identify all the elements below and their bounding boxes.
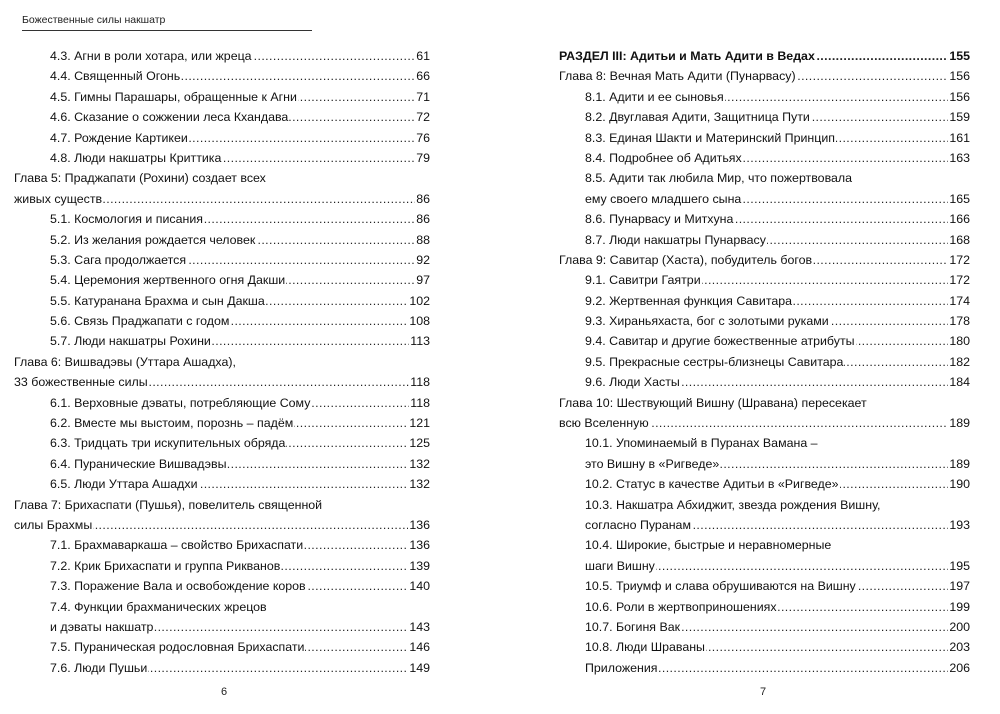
toc-entry-title: 10.7. Богиня Вак (585, 619, 681, 634)
toc-entry-page: 86 (415, 189, 430, 209)
toc-entry-title: 8.4. Подробнее об Адитьях (585, 150, 742, 165)
toc-entry-page: 66 (415, 66, 430, 86)
toc-entry-title: это Вишну в «Ригведе» (585, 456, 720, 471)
toc-entry (559, 617, 970, 637)
toc-entry (559, 250, 970, 270)
toc-entry (559, 331, 970, 351)
toc-entry (14, 433, 430, 453)
toc-entry-page: 200 (948, 617, 970, 637)
toc-entry-title: 5.5. Катуранана Брахма и сын Дакша (50, 293, 265, 308)
toc-entry-page: 143 (408, 617, 430, 637)
toc-entry (14, 128, 430, 148)
toc-entry-title: 7.6. Люди Пушьи (50, 660, 148, 675)
toc-entry-title: Глава 6: Вишвадэвы (Уттара Ашадха), (14, 354, 236, 369)
toc-entry (14, 250, 430, 270)
toc-entry-title: 5.1. Космология и писания (50, 212, 203, 227)
toc-entry-page: 182 (948, 352, 970, 372)
toc-entry-title: 9.2. Жертвенная функция Савитара (585, 293, 793, 308)
toc-entry-page: 189 (948, 454, 970, 474)
toc-entry-page: 197 (948, 576, 970, 596)
toc-entry-title: 9.1. Савитри Гаятри (585, 273, 701, 288)
toc-entry-page: 174 (948, 291, 970, 311)
toc-entry (14, 209, 430, 229)
toc-entry (14, 291, 430, 311)
toc-entry (559, 291, 970, 311)
toc-entry (14, 230, 430, 250)
toc-entry-page: 195 (948, 556, 970, 576)
toc-entry-page: 172 (948, 270, 970, 290)
toc-entry-page: 156 (948, 66, 970, 86)
toc-entry (14, 658, 430, 678)
toc-entry (559, 535, 970, 555)
toc-entry (14, 168, 430, 188)
toc-entry (14, 495, 430, 515)
toc-entry-page: 88 (415, 230, 430, 250)
toc-entry (559, 454, 970, 474)
toc-entry (14, 515, 430, 535)
toc-entry-title: Глава 10: Шествующий Вишну (Шравана) пересекает (559, 395, 867, 410)
toc-entry-page: 146 (408, 637, 430, 657)
right-page-toc (559, 46, 970, 678)
toc-entry (14, 148, 430, 168)
toc-entry-page: 136 (408, 535, 430, 555)
toc-entry-page: 102 (408, 291, 430, 311)
toc-entry-title: шаги Вишну (585, 558, 655, 573)
toc-entry-title: 6.3. Тридцать три искупительных обряда (50, 436, 286, 451)
toc-entry-page: 79 (415, 148, 430, 168)
toc-entry-page: 118 (409, 393, 430, 413)
toc-entry (14, 474, 430, 494)
toc-entry-title: 5.6. Связь Праджапати с годом (50, 314, 230, 329)
toc-entry-page: 178 (948, 311, 970, 331)
toc-entry (559, 474, 970, 494)
toc-entry-page: 136 (408, 515, 430, 535)
toc-entry-page: 166 (948, 209, 970, 229)
toc-entry-title: 10.2. Статус в качестве Адитьи в «Ригведе» (585, 477, 839, 492)
toc-entry (559, 168, 970, 188)
toc-entry-title: 7.5. Пураническая родословная Брихаспати (50, 640, 305, 655)
toc-entry (559, 107, 970, 127)
toc-entry (14, 352, 430, 372)
toc-entry (559, 46, 970, 66)
toc-entry (559, 433, 970, 453)
toc-entry (559, 515, 970, 535)
toc-entry-page: 163 (948, 148, 970, 168)
toc-entry-title: 9.3. Хираньяхаста, бог с золотыми руками (585, 314, 829, 329)
toc-entry-title: 5.7. Люди накшатры Рохини (50, 334, 211, 349)
toc-entry-title: 6.5. Люди Уттара Ашадхи (50, 477, 198, 492)
toc-entry (559, 352, 970, 372)
toc-entry-title: 10.1. Упоминаемый в Пуранах Вамана – (585, 436, 818, 451)
toc-entry-page: 149 (408, 658, 430, 678)
toc-entry-title: 10.5. Триумф и слава обрушиваются на Вишну (585, 579, 856, 594)
toc-entry (14, 576, 430, 596)
toc-entry-page: 121 (408, 413, 430, 433)
toc-entry-title: силы Брахмы (14, 517, 93, 532)
toc-entry-page: 61 (415, 46, 430, 66)
toc-entry-title: 4.7. Рождение Картикеи (50, 130, 188, 145)
toc-entry (559, 189, 970, 209)
toc-entry-title: 4.5. Гимны Парашары, обращенные к Агни (50, 89, 297, 104)
toc-entry-title: 6.1. Верховные дэваты, потребляющие Сому (50, 395, 311, 410)
toc-entry-title: 7.2. Крик Брихаспати и группа Рикванов (50, 558, 281, 573)
toc-entry-page: 139 (408, 556, 430, 576)
toc-entry-title: согласно Пуранам (585, 517, 691, 532)
toc-entry (14, 311, 430, 331)
toc-entry-page: 108 (408, 311, 430, 331)
toc-entry-title: живых существ (14, 191, 103, 206)
toc-entry (559, 270, 970, 290)
toc-entry-title: 7.3. Поражение Вала и освобождение коров (50, 579, 306, 594)
toc-entry-title: 4.8. Люди накшатры Криттика (50, 150, 222, 165)
toc-entry (14, 413, 430, 433)
toc-entry-title: 8.2. Двуглавая Адити, Защитница Пути (585, 110, 810, 125)
toc-entry-page: 180 (948, 331, 970, 351)
toc-entry (559, 66, 970, 86)
toc-entry-title: 4.6. Сказание о сожжении леса Кхандава (50, 110, 289, 125)
toc-entry-title: РАЗДЕЛ III: Адитьи и Мать Адити в Ведах (559, 49, 815, 63)
toc-entry (559, 209, 970, 229)
toc-entry-title: 6.4. Пуранические Вишвадэвы (50, 456, 227, 471)
toc-entry (14, 454, 430, 474)
toc-entry (14, 597, 430, 617)
toc-entry-page: 156 (948, 87, 970, 107)
toc-entry-page: 193 (948, 515, 970, 535)
toc-entry-title: 5.3. Сага продолжается (50, 252, 187, 267)
toc-entry-title: ему своего младшего сына (585, 191, 742, 206)
toc-entry (14, 66, 430, 86)
toc-entry-page: 172 (948, 250, 970, 270)
toc-entry (14, 372, 430, 392)
toc-entry-page: 72 (415, 107, 430, 127)
toc-entry (559, 413, 970, 433)
toc-entry-title: 10.4. Широкие, быстрые и неравномерные (585, 538, 832, 553)
toc-entry-title: 7.1. Брахмаваркаша – свойство Брихаспати (50, 538, 304, 553)
toc-entry (559, 556, 970, 576)
toc-entry (559, 372, 970, 392)
toc-entry-page: 206 (948, 658, 970, 678)
toc-entry (559, 393, 970, 413)
toc-entry-page: 159 (948, 107, 970, 127)
toc-entry-title: 9.4. Савитар и другие божественные атрибуты (585, 334, 855, 349)
toc-entry-page: 97 (415, 270, 430, 290)
toc-entry-title: 10.3. Накшатра Абхиджит, звезда рождения Вишну, (585, 497, 881, 512)
toc-entry-page: 125 (408, 433, 430, 453)
toc-entry-title: 8.6. Пунарвасу и Митхуна (585, 212, 734, 227)
toc-entry-page: 165 (948, 189, 970, 209)
toc-entry-page: 132 (408, 454, 430, 474)
toc-entry-title: Глава 8: Вечная Мать Адити (Пунарвасу) (559, 69, 796, 84)
toc-entry (14, 270, 430, 290)
toc-entry-page: 199 (948, 597, 970, 617)
toc-entry-title: Глава 5: Праджапати (Рохини) создает всех (14, 171, 266, 186)
toc-entry-page: 161 (948, 128, 970, 148)
toc-entry (559, 495, 970, 515)
toc-entry-title: 4.3. Агни в роли хотара, или жреца (50, 49, 252, 63)
toc-entry (14, 393, 430, 413)
toc-entry-title: Глава 9: Савитар (Хаста), побудитель богов (559, 252, 813, 267)
header-rule (22, 30, 312, 31)
toc-entry-title: 9.6. Люди Хасты (585, 375, 680, 390)
toc-entry (559, 87, 970, 107)
toc-entry-page: 189 (948, 413, 970, 433)
toc-entry (559, 637, 970, 657)
toc-entry-page: 190 (948, 474, 970, 494)
toc-entry (559, 148, 970, 168)
toc-entry-title: 8.3. Единая Шакти и Материнский Принцип (585, 130, 835, 145)
toc-entry-page: 184 (948, 372, 970, 392)
left-page-toc (14, 46, 430, 678)
toc-entry-title: Глава 7: Брихаспати (Пушья), повелитель священной (14, 497, 323, 512)
toc-entry (14, 107, 430, 127)
toc-entry-page: 155 (948, 46, 970, 66)
toc-entry (559, 230, 970, 250)
toc-entry-title: 5.4. Церемония жертвенного огня Дакши (50, 273, 286, 288)
toc-entry (14, 46, 430, 66)
toc-entry (14, 189, 430, 209)
toc-entry (559, 311, 970, 331)
toc-entry (559, 597, 970, 617)
toc-entry-title: 8.5. Адити так любила Мир, что пожертвовала (585, 171, 853, 186)
toc-entry-page: 71 (415, 87, 430, 107)
toc-entry-title: 5.2. Из желания рождается человек (50, 232, 256, 247)
toc-entry-page: 92 (415, 250, 430, 270)
toc-entry-title: 33 божественные силы (14, 375, 148, 390)
right-page-number: 7 (760, 686, 767, 698)
toc-entry-page: 132 (408, 474, 430, 494)
toc-entry (559, 658, 970, 678)
toc-entry-page: 113 (409, 331, 430, 351)
toc-entry-page: 76 (415, 128, 430, 148)
left-page-number: 6 (221, 686, 228, 698)
toc-entry-title: и дэваты накшатр (50, 619, 154, 634)
toc-entry (14, 556, 430, 576)
toc-entry (14, 617, 430, 637)
toc-entry-page: 86 (415, 209, 430, 229)
toc-entry-title: 10.8. Люди Шраваны (585, 640, 705, 655)
toc-entry-title: 8.7. Люди накшатры Пунарвасу (585, 232, 766, 247)
toc-entry (559, 576, 970, 596)
toc-entry-title: 6.2. Вместе мы выстоим, порознь – падём (50, 416, 294, 431)
toc-entry-title: 10.6. Роли в жертвоприношениях (585, 599, 777, 614)
toc-entry-page: 168 (948, 230, 970, 250)
toc-entry (14, 535, 430, 555)
toc-entry-page: 118 (409, 372, 430, 392)
toc-entry-title: 4.4. Священный Огонь (50, 69, 181, 84)
toc-entry (559, 128, 970, 148)
toc-entry-title: Приложения (585, 660, 658, 675)
toc-entry (14, 87, 430, 107)
toc-entry (14, 637, 430, 657)
toc-entry-page: 203 (948, 637, 970, 657)
toc-entry-title: всю Вселенную (559, 416, 649, 431)
running-header: Божественные силы накшатр (22, 14, 166, 26)
toc-entry (14, 331, 430, 351)
toc-entry-page: 140 (408, 576, 430, 596)
toc-entry-title: 9.5. Прекрасные сестры-близнецы Савитара (585, 354, 844, 369)
toc-entry-title: 7.4. Функции брахманических жрецов (50, 599, 267, 614)
toc-entry-title: 8.1. Адити и ее сыновья (585, 89, 724, 104)
